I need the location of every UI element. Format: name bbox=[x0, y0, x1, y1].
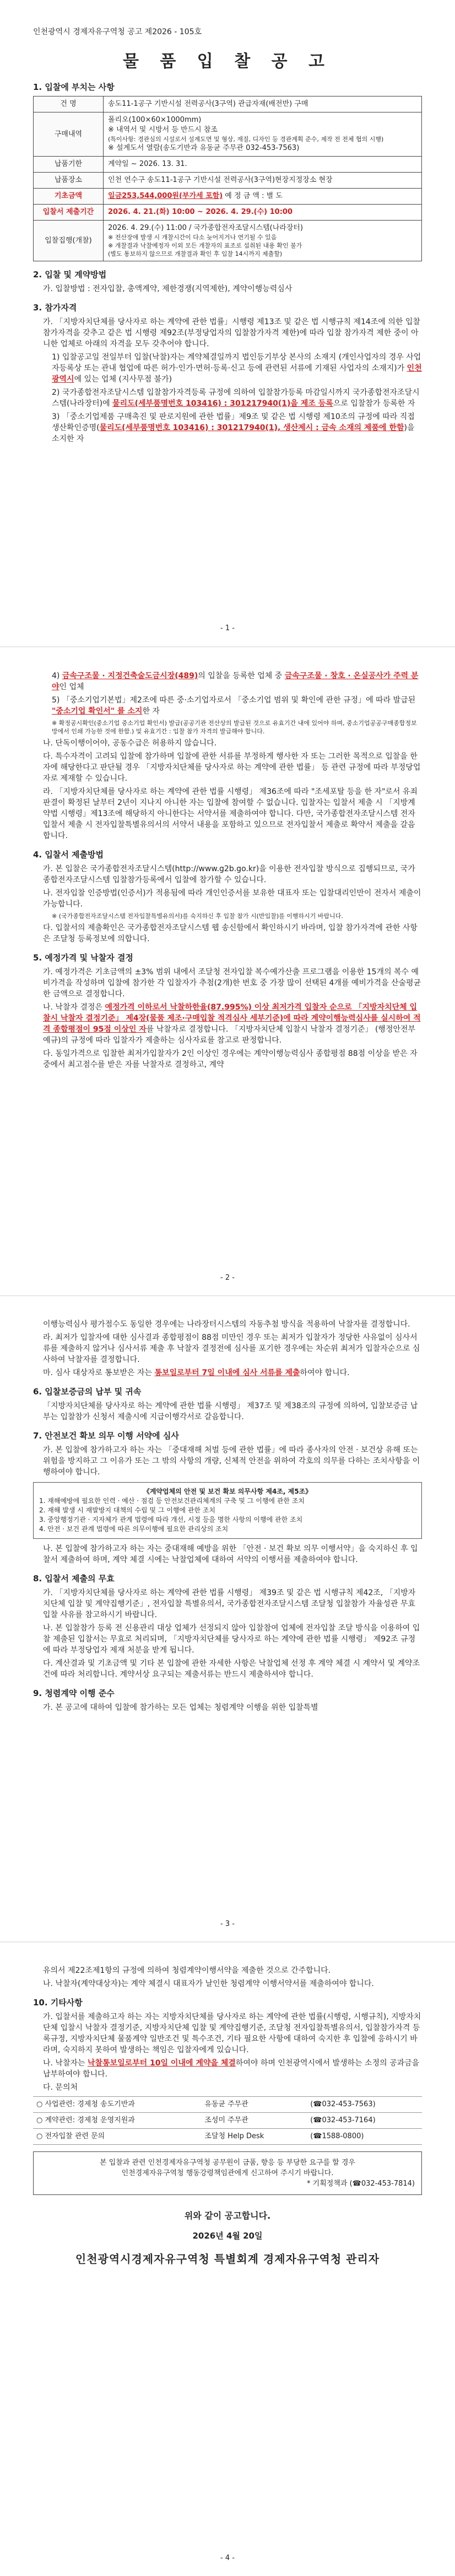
opening-note: ※ 전산장애 발생 시 개찰시간이 다소 늦어지거나 연기될 수 있음 bbox=[108, 234, 277, 241]
notice-line: 본 입찰과 관련 인천경제자유구역청 공무원이 금품, 향응 등 부당한 요구를 할 경우 bbox=[99, 2159, 355, 2167]
misc-na: 나. 낙찰자는 낙찰통보일로부터 10일 이내에 계약을 체결하여야 하며 인천광역시에서 발생하는 소정의 공과금을 납부하여야 합니다. bbox=[43, 2059, 420, 2079]
row-label: 입찰서 제출기간 bbox=[34, 205, 104, 221]
issuer-signature: 인천광역시경제자유구역청 특별회계 경제자유구역청 관리자 bbox=[75, 2252, 380, 2266]
section-5-heading: 5. 예정가격 및 낙찰자 결정 bbox=[33, 953, 133, 963]
submission-ga: 가. 본 입찰은 국가종합전자조달시스템(http://www.g2b.go.kr)을 이용한 전자입찰 방식으로 집행되므로, 국가종합전자조달시스템 입찰참가등록에서 입찰에 참가할 수 있습니다. bbox=[43, 865, 415, 884]
submission-da: 다. 입찰서의 제출확인은 국가종합전자조달시스템 웹 송신함에서 확인하시기 바라며, 입찰 참가자격에 관한 사항은 조달청 등록정보에 의합니다. bbox=[43, 924, 418, 943]
row-label: 구매내역 bbox=[34, 112, 104, 157]
award-da: 다. 동일가격으로 입찰한 최저가입찰자가 2인 이상인 경우에는 계약이행능력심사 종합평점 88점 이상을 받은 자 중에서 최고점수를 받은 자를 낙찰자로 결정하고, 계약 bbox=[43, 1049, 418, 1069]
purchase-note: ※ 내역서 및 시방서 등 반드시 참조 bbox=[108, 126, 218, 134]
closing-statement: 위와 같이 공고합니다. bbox=[184, 2210, 271, 2221]
submission-na: 나. 전자입찰 인증방법(인증서)가 적용됨에 따라 개인인증서를 보유한 대표자 또는 입찰대리인만이 전자서 제출이 가능합니다. bbox=[43, 889, 421, 909]
invalid-na: 나. 본 입찰참가 등록 전 신용관리 대상 업체가 선정되지 않아 입찰참여 업체에 전자입찰 조달 방식을 이용하여 입찰 제출된 입찰서는 무효로 처리되며, 「지방자치단체를 당사자로 하는 계약에 관한 법률 시행령」 제92조 규정에 따라 부정당업자 제재 처분을 받게 됩니다. bbox=[43, 1624, 420, 1655]
page-3 bbox=[0, 1297, 455, 1941]
contact-person: 조달청 Help Desk bbox=[201, 2129, 307, 2145]
table-row bbox=[34, 96, 422, 112]
contact-phone[interactable]: (☎032-453-7164) bbox=[307, 2113, 422, 2129]
award-da-cont: 이행능력심사 평가점수도 동일한 경우에는 나라장터시스템의 자동추첨 방식을 적용하여 낙찰자를 결정합니다. bbox=[43, 1320, 410, 1329]
list-item: 3. 중앙행정기관 · 지자체가 관계 법령에 따라 개선, 시정 등을 명한 사항의 이행에 관한 조치 bbox=[39, 1516, 303, 1523]
table-row bbox=[34, 173, 422, 189]
qualification-item-4: 4) 금속구조물 · 지정건축술도금시장(489)의 입찰을 등록한 업체 중 금속구조물 · 창호 · 온실공사가 주력 분야인 업체 bbox=[52, 672, 419, 691]
contact-table bbox=[33, 2096, 422, 2145]
qualification-item-1: 1) 입찰공고일 전일부터 입찰(낙찰)자는 계약체결일까지 법인등기부상 본사의 소재지 (개인사업자의 경우 사업자등록상 또는 관내 협업에 따른 허가·인가·면허·등록·신고 등에 관련된 서류에 기재된 사업자의 소재지)가 인천광역시에 있는 업체 (지사무점 불가) bbox=[52, 353, 422, 384]
row-value: 계약일 ~ 2026. 13. 31. bbox=[104, 157, 422, 173]
purchase-item: 폴리오(100×60×1000mm) bbox=[108, 116, 202, 124]
notice-date: 2026년 4월 20일 bbox=[192, 2231, 263, 2241]
award-ra: 라. 최저가 입찰자에 대한 심사결과 종합평점이 88점 미만인 경우 또는 최저가 입찰자가 정당한 사유없이 심사서류를 제출하지 않거나 심사서류 제출 후 낙찰자 결정전에 심사를 포기한 경우에는 차순위 최저가 입찰자순으로 심사하여 낙찰자를 결정합니다. bbox=[43, 1333, 420, 1364]
row-value bbox=[104, 189, 422, 205]
section-2-heading: 2. 입찰 및 계약방법 bbox=[33, 270, 107, 280]
table-row bbox=[34, 189, 422, 205]
row-value bbox=[104, 221, 422, 261]
opening-date: 2026. 4. 29.(수) 11:00 / 국가종합전자조달시스템(나라장터) bbox=[108, 224, 304, 232]
page-divider bbox=[0, 1295, 455, 1296]
section-9-heading: 9. 청렴계약 이행 준수 bbox=[33, 1688, 115, 1698]
list-item: 1. 재해예방에 필요한 인력 · 예산 · 점검 등 안전보건관리체계의 구축 및 그 이행에 관한 조치 bbox=[39, 1497, 305, 1505]
section-4-heading: 4. 입찰서 제출방법 bbox=[33, 850, 104, 860]
contact-person: 유동균 주무관 bbox=[201, 2097, 307, 2113]
table-row bbox=[34, 221, 422, 261]
page-4 bbox=[0, 1943, 455, 2576]
page-number: - 3 - bbox=[220, 1920, 235, 1928]
doc-number: 인천광역시 경제자유구역청 공고 제2026 - 105호 bbox=[33, 28, 202, 36]
row-label: 건 명 bbox=[34, 96, 104, 112]
purchase-note: (특이사항: 경관심의 시설로서 설계도면 및 형상, 재질, 디자인 등 경관계획 준수, 제작 전 전체 협의 시행) bbox=[108, 136, 384, 143]
table-row bbox=[33, 2129, 422, 2145]
row-value: 2026. 4. 21.(화) 10:00 ~ 2026. 4. 29.(수) 10:00 bbox=[104, 205, 422, 221]
box-title: 《계약업체의 안전 및 보건 확보 의무사항 제4조, 제5조》 bbox=[143, 1488, 312, 1495]
contact-role: ○ 사업관련: 경제청 송도기반과 bbox=[33, 2097, 201, 2113]
section-3-heading: 3. 참가자격 bbox=[33, 303, 77, 313]
award-na: 나. 낙찰자 결정은 예정가격 이하로서 낙찰하한율(87.995%) 이상 최저가격 입찰자 순으로 「지방자치단체 입찰시 낙찰자 결정기준」 제4장(물품 제조·구매입찰 적격심사 세부기준)에 따라 계약이행능력심사를 실시하여 적격 종합평점이 95점 이상인 자를 낙찰자로 결정합니다. 「지방자치단체 입찰시 낙찰자 결정기준」 (행정안전부예규)의 규정에 따라 입찰자가 제출하는 심사자료를 참고로 판정합니다. bbox=[43, 1003, 421, 1045]
section-7-heading: 7. 안전보건 확보 의무 이행 서약에 심사 bbox=[33, 1431, 179, 1441]
row-value: 인천 연수구 송도11-1공구 기반시설 전력공사(3구역)현장지정장소 현장 bbox=[104, 173, 422, 189]
row-value bbox=[104, 112, 422, 157]
deposit-text: 「지방자치단체를 당사자로 하는 계약에 관한 법률 시행령」 제37조 및 제38조의 규정에 의하여, 입찰보증금 납부는 입찰참가 신청서 제출시에 지급이행각서로 갈음합니다. bbox=[43, 1402, 418, 1421]
purchase-note: ※ 설계도서 열람(송도기반과 유동균 주무관 032-453-7563) bbox=[108, 144, 300, 152]
safety-duties-box bbox=[33, 1482, 422, 1539]
award-ma: 마. 심사 대상자로 통보받은 자는 통보일로부터 7일 이내에 심사 서류를 제출하여야 합니다. bbox=[43, 1368, 350, 1377]
qualification-item-3: 3) 「중소기업제품 구매촉진 및 판로지원에 관한 법률」제9조 및 같은 법 시행령 제10조의 규정에 따라 직접생산확인증명(물리도(세부품명번호 103416) : 301217940(1), 생산제시 : 금속 소재의 제품에 한함)을 소지한 자 bbox=[52, 412, 415, 443]
safety-na: 나. 본 입찰에 참가하고자 하는 자는 중대재해 예방을 위한 「안전 · 보건 확보 의무 이행서약」을 숙지하신 후 입찰서 제출하여 하며, 계약 체결 시에는 낙찰업체에 대하여 서약의 이행서를 제출하여야 합니다. bbox=[43, 1544, 418, 1564]
invalid-da: 다. 계산결과 및 기초금액 및 기타 본 입찰에 관한 자세한 사항은 낙찰업체 선정 후 계약 체결 시 계약서 및 계약조건에 따라 처리합니다. 계약서상 요구되는 제출서류는 반드시 제출하셔야 합니다. bbox=[43, 1659, 420, 1679]
page-1 bbox=[0, 0, 455, 645]
contact-phone[interactable]: (☎032-453-7563) bbox=[307, 2097, 422, 2113]
page-title: 물 품 입 찰 공 고 bbox=[122, 52, 333, 71]
page-number: - 1 - bbox=[220, 624, 235, 632]
bid-info-table bbox=[33, 96, 422, 261]
row-label: 기초금액 bbox=[34, 189, 104, 205]
qualification-na: 나. 단독이행이어야, 공동수급은 허용하지 않습니다. bbox=[43, 739, 217, 748]
table-row bbox=[33, 2097, 422, 2113]
opening-note: ※ 개찰결과 낙찰예정자 이외 모든 개찰자의 표조로 섭취된 내용 확인 불가 bbox=[108, 242, 302, 249]
row-label: 입찰집행(개찰) bbox=[34, 221, 104, 261]
integrity-na: 나. 낙찰자(계약대상자)는 계약 체결시 대표자가 날인한 청렴계약 이행서약서를 제출하여야 합니다. bbox=[43, 1979, 374, 1988]
notice-line: 인천경제자유구역청 행동강령책임관에게 신고하여 주시기 바랍니다. bbox=[121, 2169, 334, 2177]
page-divider bbox=[0, 646, 455, 647]
misc-da: 다. 문의처 bbox=[43, 2083, 78, 2092]
contact-role: ○ 계약관련: 경제청 운영지원과 bbox=[33, 2113, 201, 2129]
integrity-ga: 가. 본 공고에 대하여 입찰에 참가하는 모든 업체는 청렴계약 이행을 위한 입찰특별 bbox=[43, 1703, 318, 1712]
section-1-heading: 1. 입찰에 부치는 사항 bbox=[33, 82, 115, 92]
estimated-amount: 예 정 금 액 : 별 도 bbox=[223, 192, 283, 200]
table-row bbox=[34, 205, 422, 221]
misc-ga: 가. 입찰서를 제출하고자 하는 자는 지방자치단체를 당사자로 하는 계약에 관한 법률(시행령, 시행규칙), 지방자치단체 입찰시 낙찰자 결정기준, 지방자치단체 입찰 및 계약집행기준, 조달청 전자입찰특별유의서, 입찰참가자격 등록규정, 지방자치단체 물품계약 일반조건 및 특수조건, 기타 필요한 사항에 대하여 숙지한 후 입찰에 응하시기 바라며, 숙지하지 못하여 발생하는 책임은 입찰자에게 있습니다. bbox=[43, 2012, 421, 2054]
page-2 bbox=[0, 648, 455, 1295]
base-amount: 일금253,544,000원(부가세 포함) bbox=[108, 192, 223, 200]
safety-ga: 가. 본 입찰에 참가하고자 하는 자는 「중대재해 처벌 등에 관한 법률」에 따라 종사자의 안전 · 보건상 유해 또는 위험을 방지하고 그 이유가 또는 그 밖의 사항의 개량, 신체적 안전을 위하여 각호의 의무를 다하는 조치사항을 이행하여야 합니다. bbox=[43, 1446, 420, 1477]
notice-contact: * 기획정책과 (☎032-453-7814) bbox=[307, 2180, 415, 2188]
integrity-ga-cont: 유의서 제22조제1항의 규정에 의하여 청렴계약이행서약을 제출한 것으로 간주합니다. bbox=[43, 1966, 331, 1975]
qualification-ra: 라. 「지방자치단체를 당사자로 하는 계약에 관한 법률 시행령」 제36조에 따라 "조세포탈 등을 한 자"로서 유죄판결이 확정된 날부터 2년이 지나지 아니한 자는 입찰에 참여할 수 없습니다. 입찰자는 입찰서 제출 시 「지방계약법 시행령」제13조에 해당하지 아니한다는 서약서를 제출하여야 합니다. 다만, 국가종합전자조달시스템 전자 입찰서 제출 시 전자입찰특별유의서의 서약서 내용을 포함하고 있으므로 전자입찰서 제출로 확약서 제출을 갈음합니다. bbox=[43, 787, 418, 840]
qualification-note: ※ 확정공시확인(중소기업 중소기업 확인서) 발급(공공기관 전산상의 발급된 것으로 유효기간 내에 있어야 하며, 중소기업공공구매종합정보망에서 인쇄 가능한 것에 한함.) 및 유효기간 : 입찰 참가 자격의 발급해야 합니다. bbox=[52, 720, 417, 735]
table-row bbox=[34, 157, 422, 173]
qualification-intro: 가. 「지방자치단체를 당사자로 하는 계약에 관한 법률」시행령 제13조 및 같은 법 시행규칙 제14조에 의한 입찰참가자격을 갖추고 같은 법 시행령 제92조(부정당업자의 입찰참가자격 제한)에 따라 입찰 참가자격 제한 중이 아니한 업체로 아래의 자격을 모두 갖추어야 합니다. bbox=[43, 318, 420, 348]
qualification-item-2: 2) 국가종합전자조달시스템 입찰참가자격등록 규정에 의하여 입찰참가등록 마감일시까지 국가종합전자조달시스템(나라장터)에 물리도(세부품명번호 103416) : 301217940(1)을 제조 등록으로 입찰참가 등록한 자 bbox=[52, 388, 420, 408]
table-row bbox=[34, 112, 422, 157]
section-6-heading: 6. 입찰보증금의 납부 및 귀속 bbox=[33, 1387, 142, 1397]
section-8-heading: 8. 입찰서 제출의 무효 bbox=[33, 1574, 115, 1584]
page-number: - 4 - bbox=[220, 2554, 235, 2562]
opening-note: (별도 통보하지 않으므로 개찰결과 확인 후 입찰 14시까지 제출할) bbox=[108, 250, 283, 257]
page-divider bbox=[0, 1941, 455, 1942]
page-number: - 2 - bbox=[220, 1274, 235, 1282]
qualification-item-5: 5) 「중소기업기본법」제2조에 따른 중·소기업자로서 「중소기업 범위 및 확인에 관한 규정」에 따라 발급된 "중소기업 확인서" 를 소지한 자 bbox=[52, 696, 416, 716]
section-10-heading: 10. 기타사항 bbox=[33, 1998, 83, 2008]
contact-phone[interactable]: (☎1588-0800) bbox=[307, 2129, 422, 2145]
row-label: 납품기한 bbox=[34, 157, 104, 173]
submission-note: ※ (국가종합전자조달시스템 전자입찰특별유의서)를 숙지하신 후 입찰 참가 시(반입찰)를 이행하시기 바랍니다. bbox=[52, 913, 343, 920]
row-value: 송도11-1공구 기반시설 전력공사(3구역) 관급자재(배전반) 구매 bbox=[104, 96, 422, 112]
award-ga: 가. 예정가격은 기초금액의 ±3% 범위 내에서 조달청 전자입찰 복수예가산출 프로그램을 이용한 15개의 복수 예비가격을 작성하며 입찰에 참가한 각 입찰자가 추첨(2개)한 번호 중 가장 많이 선택된 4개를 예비가격을 산술평균한 금액으로 결정합니다. bbox=[43, 968, 421, 999]
invalid-ga: 가. 「지방자치단체를 당사자로 하는 계약에 관한 법률 시행령」 제39조 및 같은 법 시행규칙 제42조, 「지방자치단체 입찰 및 계약집행기준」, 전자입찰 특별유의서, 국가종합전자조달시스템 조달청 입찰참가 자율성관 무효입찰 사유를 참고하시기 바랍니다. bbox=[43, 1588, 416, 1619]
list-item: 4. 안전 · 보건 관계 법령에 따른 의무이행에 필요한 관리상의 조치 bbox=[39, 1525, 229, 1533]
qualification-da: 다. 특수자격이 고려되 입찰에 참가하며 입찰에 관한 서류를 부정하게 행사한 자 또는 그러한 목적으로 입찰을 한 자에 해당한다고 판단될 경우 「지방자치단체를 당사자로 하는 계약에 관한 법률」 등 관련 규정에 따라 부정당업자로 제재할 수 있습니다. bbox=[43, 752, 421, 783]
contact-person: 조성미 주무관 bbox=[201, 2113, 307, 2129]
bid-method: 가. 입찰방법 : 전자입찰, 총액계약, 제한경쟁(지역제한), 계약이행능력심사 bbox=[43, 285, 292, 293]
list-item: 2. 재해 발생 시 재발방지 대책의 수립 및 그 이행에 관한 조치 bbox=[39, 1506, 216, 1514]
contact-role: ○ 전자입찰 관련 문의 bbox=[33, 2129, 201, 2145]
table-row bbox=[33, 2113, 422, 2129]
integrity-notice-box bbox=[33, 2151, 422, 2195]
row-label: 납품장소 bbox=[34, 173, 104, 189]
